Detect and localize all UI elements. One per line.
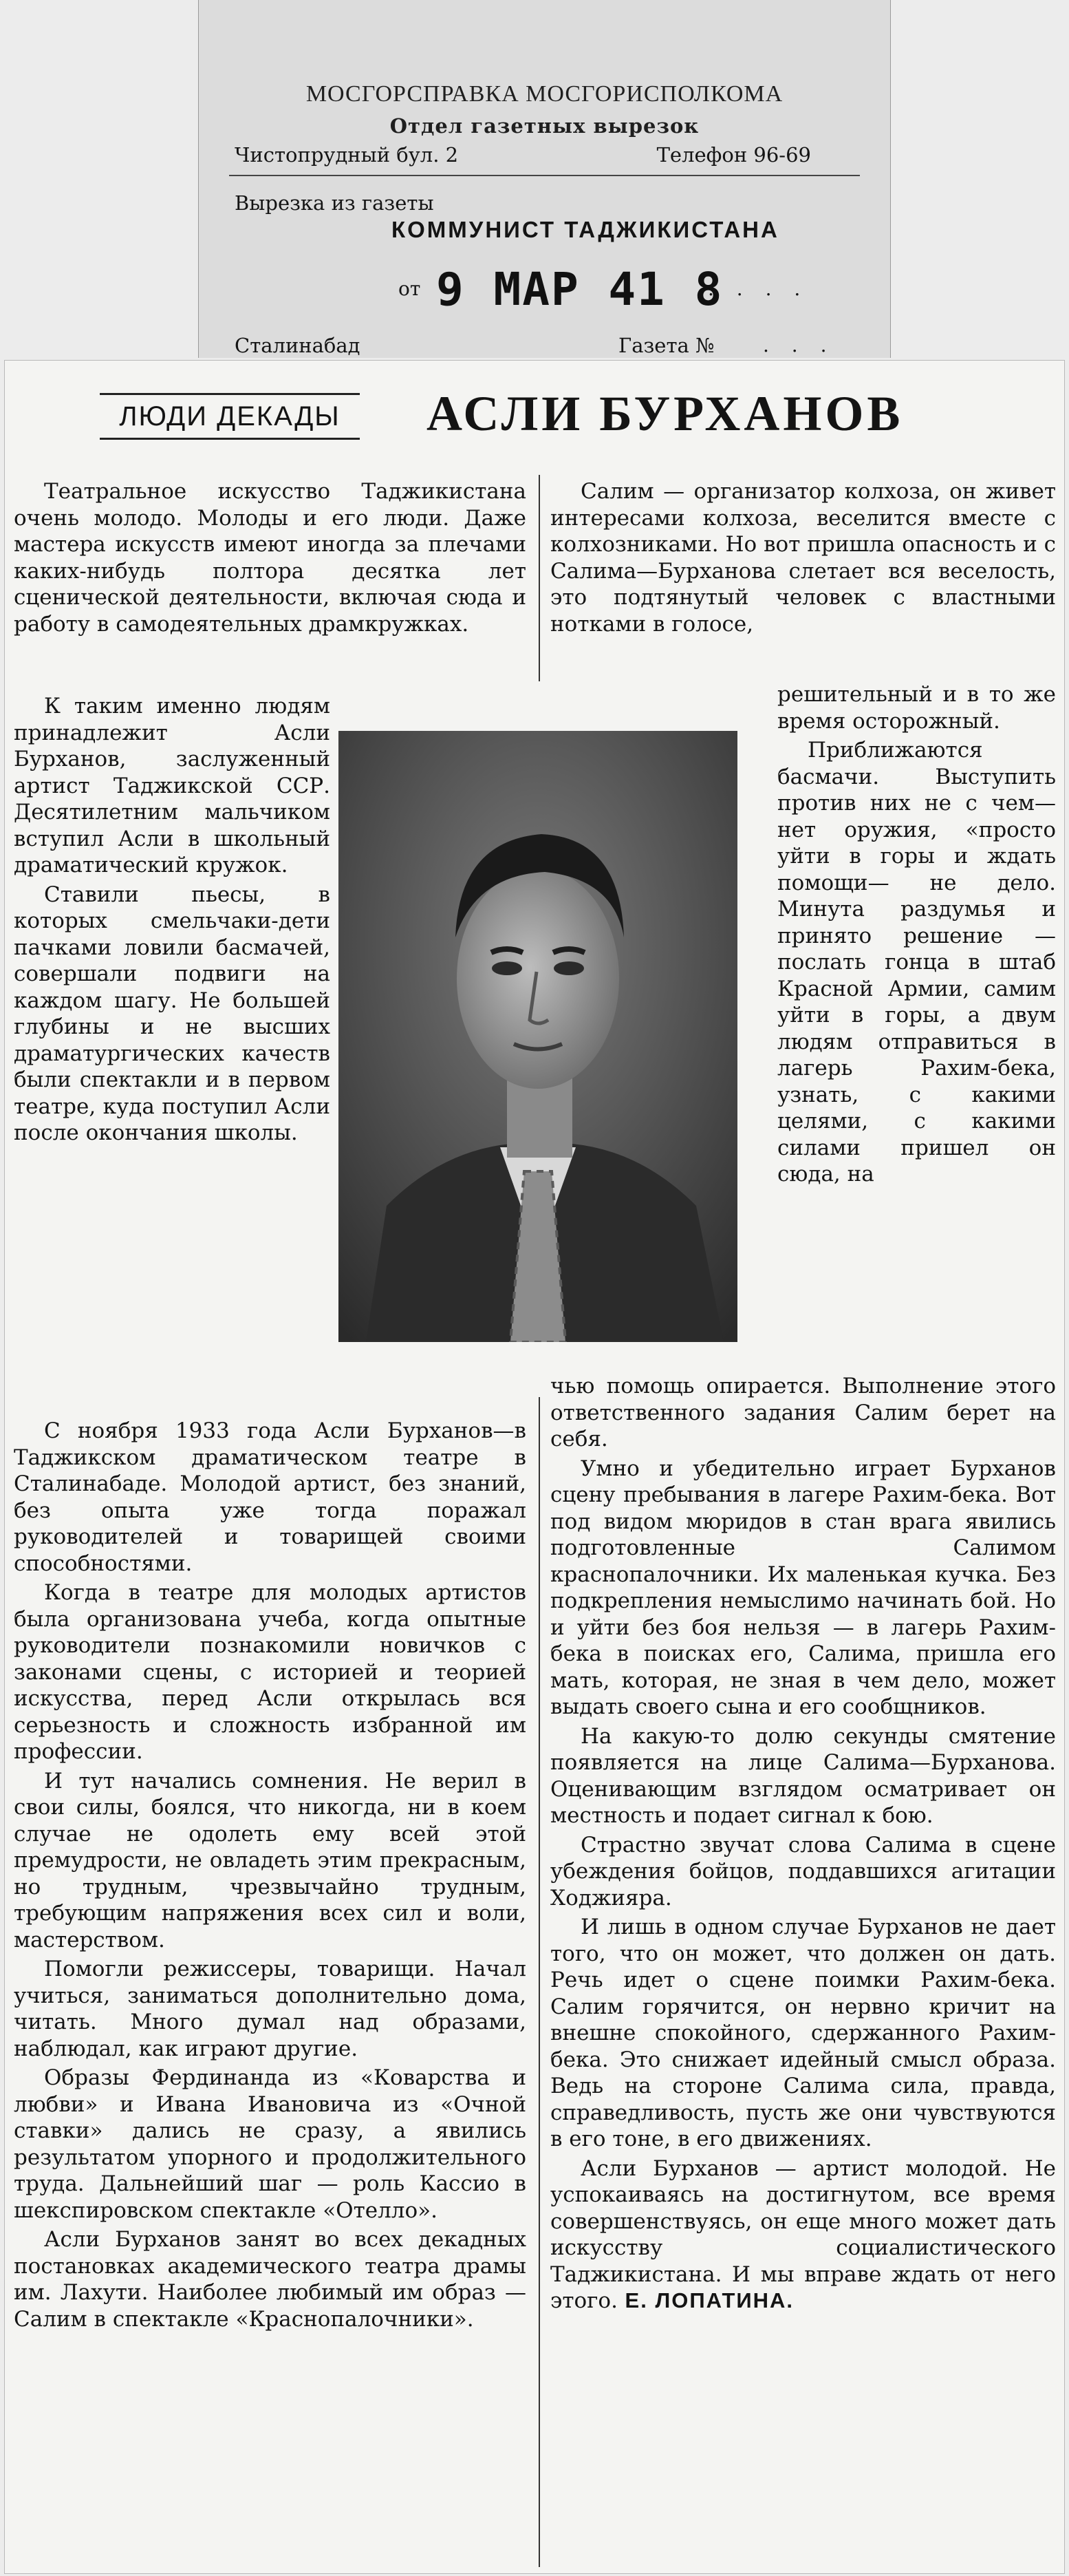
article-paragraph: Когда в театре для молодых артистов была организована учеба, когда опытные руководители познакомили новичков с законами сцены, с историей и теорией искусства, перед Асли открылась вся серьезность и сложность избранной им профессии.: [14, 1580, 526, 1764]
article-paragraph: И тут начались сомнения. Не верил в свои силы, боялся, что никогда, ни в коем случае не одолеть ему всей этой премудрости, не овладеть этим прекрасным, но трудным, чрезвычайно трудным, требующим напряжения всех сил и воли, мастерством.: [14, 1768, 526, 1952]
portrait-illustration: [338, 731, 737, 1342]
portrait-photo: [338, 731, 737, 1342]
column-divider: [539, 1397, 540, 2567]
article-paragraph: Асли Бурханов — артист молодой. Не успокаиваясь на достигнутом, все время совершенствуясь, он еще много может дать искусству социалистического Таджикистана. И мы вправе ждать от него этого. Е. ЛОПАТИНА.: [550, 2155, 1056, 2313]
stamp-phone: Телефон 96-69: [656, 143, 811, 167]
article-paragraph: Помогли режиссеры, товарищи. Начал учиться, заниматься дополнительно дома, читать. Много думал над образами, наблюдал, как играют другие.: [14, 1957, 526, 2061]
article-paragraph: Приближаются басмачи. Выступить против них не с чем—нет оружия, «просто уйти в горы и ждать помощи— не дело. Минута раздумья и принято решение —послать гонца в штаб Красной Армии, самим уйти в горы, а двум людям отправиться в лагерь Рахим-бека, узнать, с какими целями, с какими силами пришел он сюда, на: [777, 738, 1056, 1186]
article-paragraph: решительный и в то же время осторожный.: [777, 682, 1056, 734]
stamp-address: Чистопрудный бул. 2: [235, 143, 459, 167]
article-paragraph: Образы Фердинанда из «Коварства и любви» и Ивана Ивановича из «Очной ставки» дались не сразу, а явились результатом упорного и продолжительного труда. Дальнейший шаг — роль Кассио в шекспировском спектакле «Отелло».: [14, 2065, 526, 2223]
article-paragraph: Салим — организатор колхоза, он живет интересами колхоза, веселится вместе с колхозниками. Но вот пришла опасность и с Салима—Бурханова слетает вся веселость, это подтянутый человек с властными нотками в голосе,: [550, 479, 1056, 637]
stamp-clip-label: Вырезка из газеты: [235, 191, 434, 215]
article-paragraph: Ставили пьесы, в которых смельчаки-дети пачками ловили басмачей, совершали подвиги на каждом шагу. Не большей глубины и не высших драматургических качеств были спектакли и в первом театре, куда поступил Асли после окончания школы.: [14, 882, 330, 1145]
rubric-label: ЛЮДИ ДЕКАДЫ: [100, 393, 360, 440]
article-paragraph: Асли Бурханов занят во всех декадных постановках академического театра драмы им. Лахути. Наиболее любимый им образ — Салим в спектакле «Краснопалочники».: [14, 2227, 526, 2332]
clipping-service-stamp: [198, 0, 891, 358]
column-right-bottom: [550, 1373, 1056, 2317]
article-paragraph: Умно и убедительно играет Бурханов сцену пребывания в лагере Рахим-бека. Вот под видом мюридов в стан врага явились подготовленные Салимом краснопалочники. Их маленькая кучка. Без подкрепления немыслимо начинать бой. Но и уйти без боя нельзя — в лагерь Рахим-бека в поисках его, Салима, пришла его мать, которая, не зная в чем дело, может выдать своего сына и его сообщников.: [550, 1456, 1056, 1719]
article-paragraph: Театральное искусство Таджикистана очень молодо. Молоды и его люди. Даже мастера искусств имеют иногда за плечами каких-нибудь полтора десятка лет сценической деятельности, включая сюда и работу в самодеятельных драмкружках.: [14, 479, 526, 637]
stamp-from-label: от: [398, 277, 421, 300]
column-right-middle: [777, 681, 1056, 1191]
column-left-top: [14, 478, 526, 640]
stamp-date-dots: . . . .: [708, 277, 809, 300]
stamp-organization: МОСГОРСПРАВКА МОСГОРИСПОЛКОМА: [305, 81, 784, 107]
article-paragraph: И лишь в одном случае Бурханов не дает того, что он может, что должен он дать. Речь идет о сцене поимки Рахим-бека. Салим горячится, он нервно кричит на внешне спокойного, сдержанного Рахим-бека. Это снижает идейный смысл образа. Ведь на стороне Салима сила, правда, справедливость, пусть же они чувствуются в его тоне, в его движениях.: [550, 1915, 1056, 2151]
stamp-divider: [229, 175, 860, 176]
article-paragraph: С ноября 1933 года Асли Бурханов—в Таджикском драматическом театре в Сталинабаде. Молодой артист, без знаний, без опыта уже тогда поражал руководителей и товарищей своими способностями.: [14, 1418, 526, 1576]
stamp-gazeta-label: Газета №: [618, 334, 715, 357]
column-left-middle: [14, 693, 330, 1149]
article-paragraph: чью помощь опирается. Выполнение этого ответственного задания Салим берет на себя.: [550, 1374, 1056, 1451]
author-signature: Е. ЛОПАТИНА.: [617, 2288, 795, 2312]
column-right-top: [550, 478, 1056, 640]
stamp-city: Сталинабад: [235, 334, 360, 357]
article-paragraph: На какую-то долю секунды смятение появляется на лице Салима—Бурханова. Оценивающим взглядом осматривает он местность и подает сигнал к бою.: [550, 1723, 1056, 1828]
stamp-date-value: 9 МАР 41: [436, 263, 666, 316]
stamp-newspaper-name: КОММУНИСТ ТАДЖИКИСТАНА: [391, 217, 779, 242]
stamp-date: [436, 263, 723, 316]
article-paragraph: К таким именно людям принадлежит Асли Бурханов, заслуженный артист Таджикской ССР. Десятилетним мальчиком вступил Асли в школьный драматический кружок.: [14, 694, 330, 877]
stamp-issue-value: 8: [694, 263, 724, 316]
stamp-department: Отдел газетных вырезок: [389, 114, 700, 138]
article-title: АСЛИ БУРХАНОВ: [426, 386, 904, 441]
column-left-bottom: [14, 1418, 526, 2335]
stamp-gazeta-dots: . . .: [763, 334, 835, 356]
column-divider: [539, 475, 540, 681]
article-paragraph: Страстно звучат слова Салима в сцене убеждения бойцов, поддавшихся агитации Ходжияра.: [550, 1832, 1056, 1910]
